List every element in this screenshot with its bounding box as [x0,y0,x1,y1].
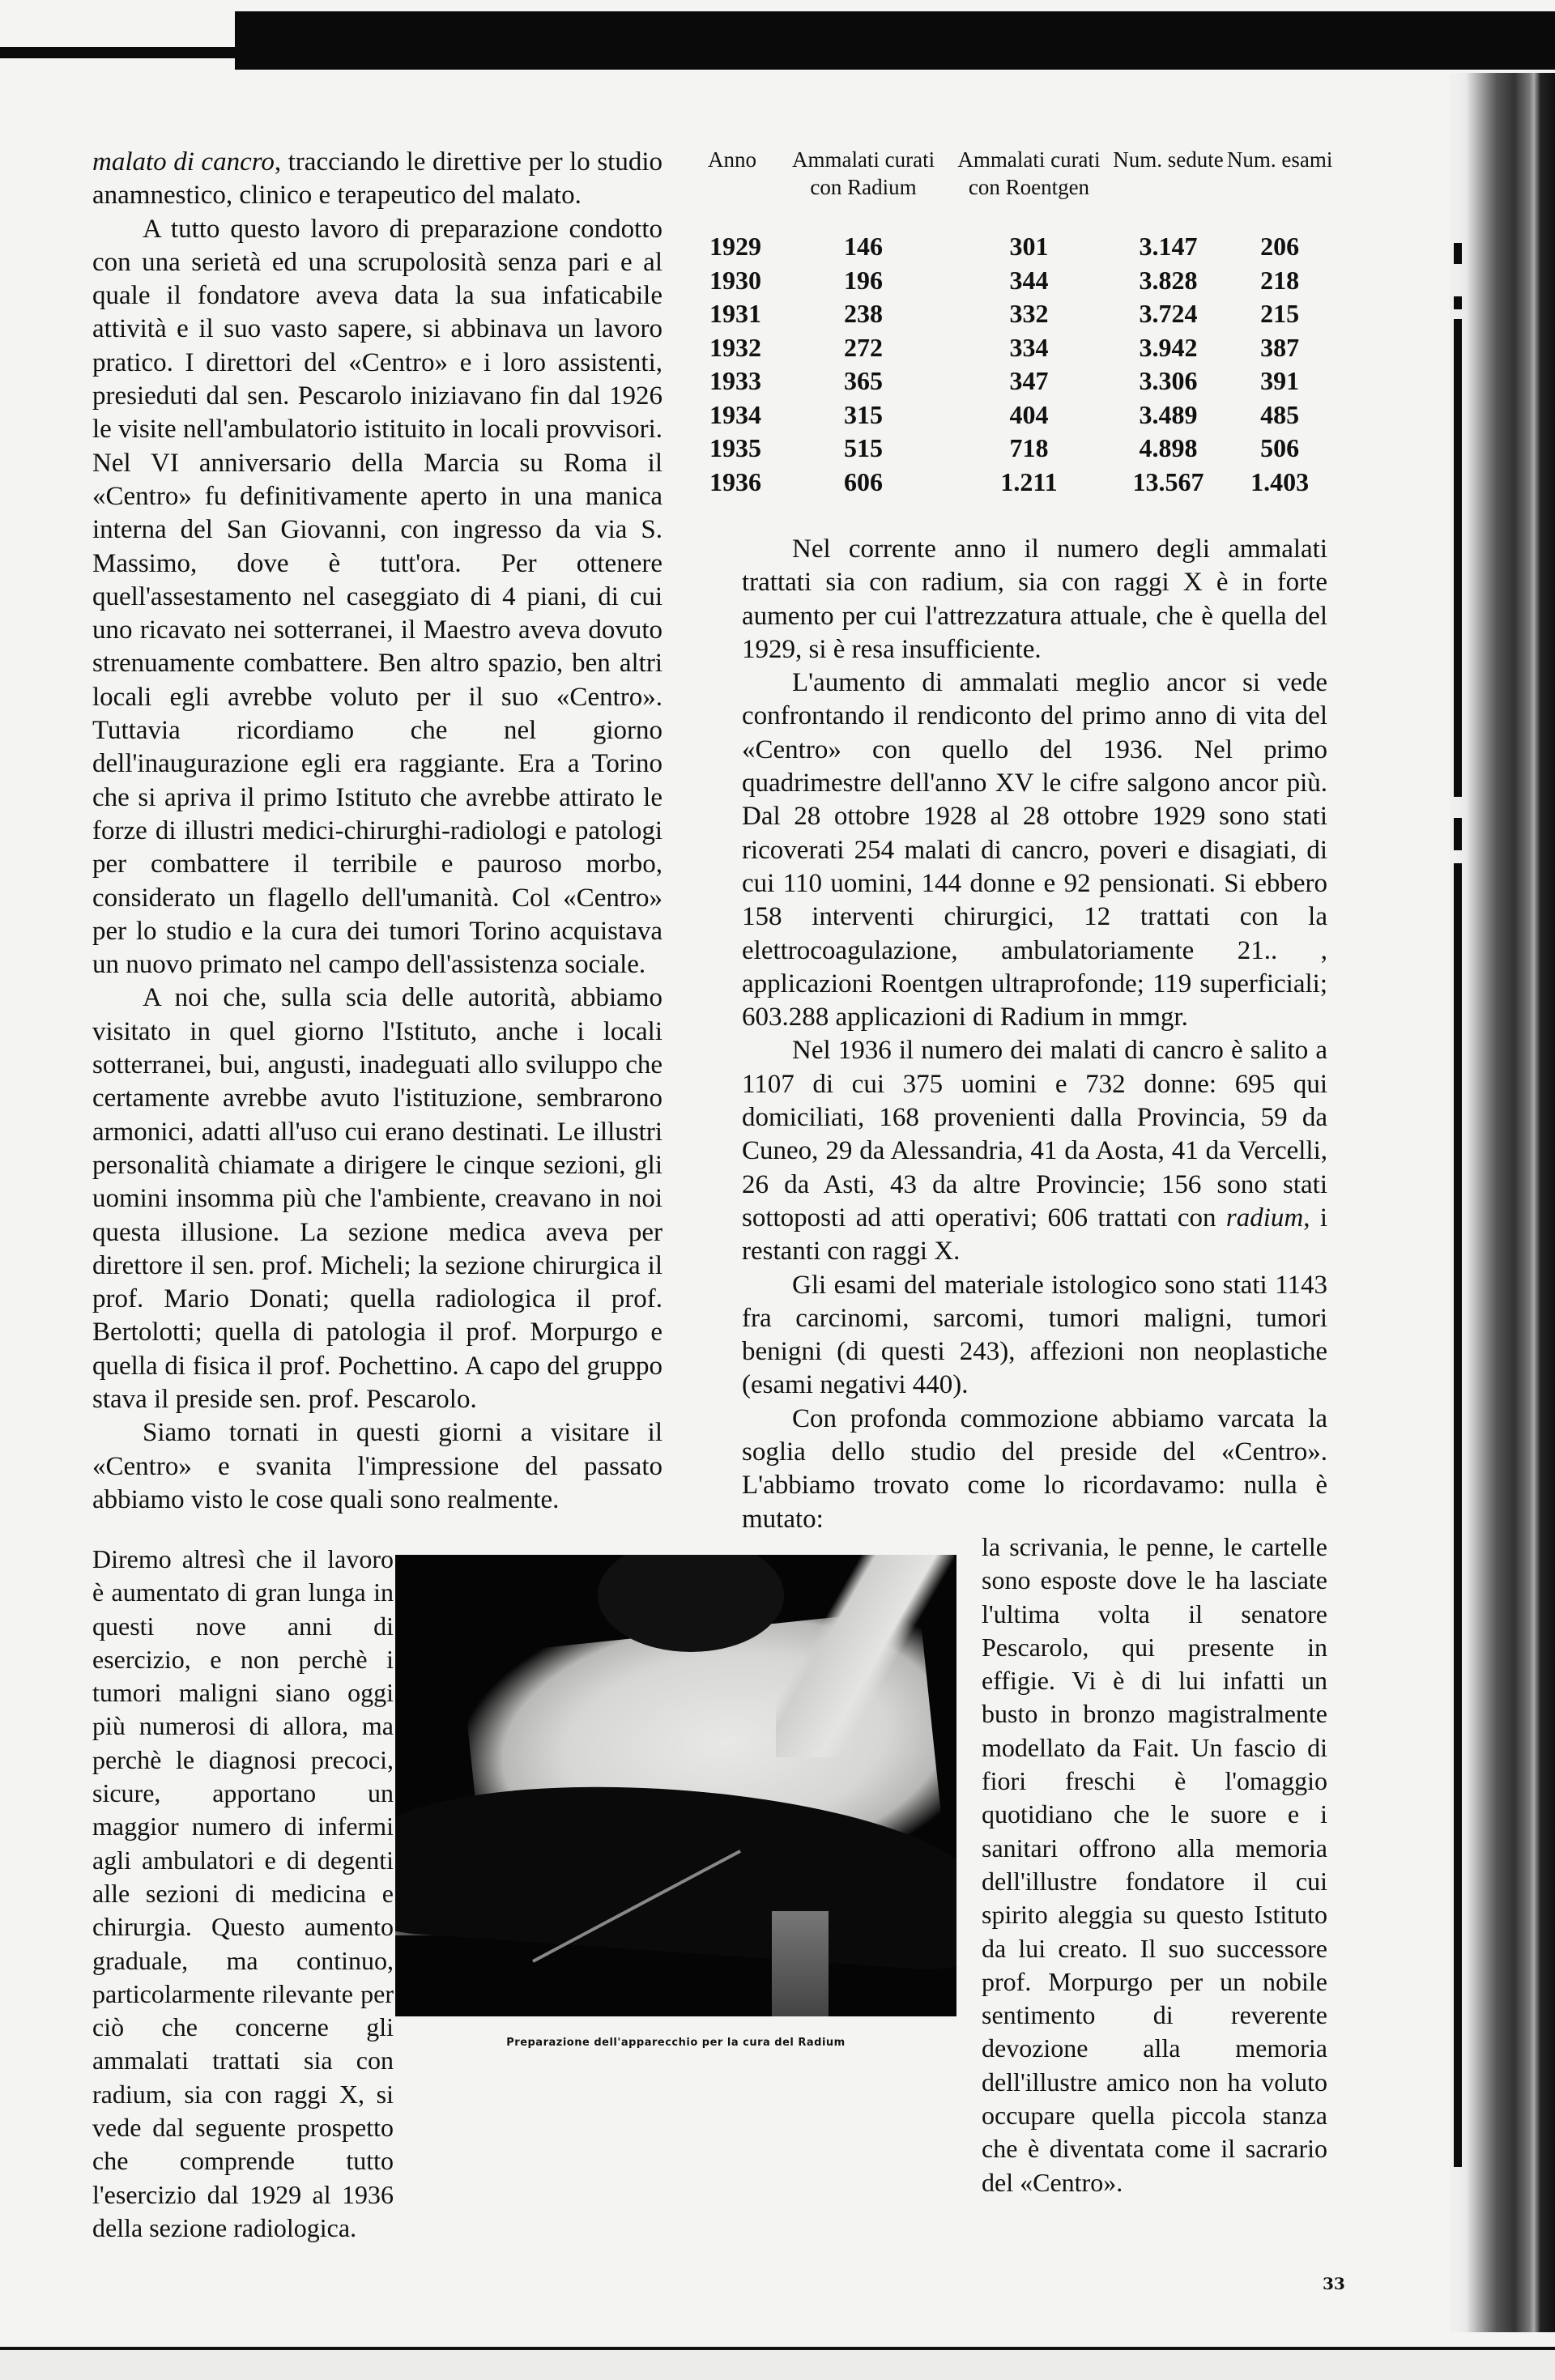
right-narrow-column [982,1531,1327,2199]
header-roentgen: Ammalati curati con Roentgen [957,147,1101,199]
value-cell: 238 [844,299,884,328]
radiology-stats-table [706,146,1335,499]
value-cell: 13.567 [1132,466,1204,496]
header-esami: Num. esami [1226,147,1333,172]
value-cell: 301 [1009,232,1049,261]
paragraph: Gli esami del materiale istologico sono stati 1143 fra carcinomi, sarcomi, tumori maligni, tumori benigni (di questi 243), affezioni non neoplastiche (esami negativi 440). [742,1270,1327,1400]
value-cell: 3.942 [1139,332,1198,362]
paragraph: Nel 1936 il numero dei malati di cancro è salito a 1107 di cui 375 uomini e 732 donne: 695 qui domiciliati, 168 provenienti dalla Provincia, 59 da Cuneo, 29 da Alessandria, 41 da Aosta, 41 da Vercelli, 26 da Asti, 43 da altre Provincie; 156 sono stati sottoposti ad atti operativi; 606 trattati con radium, i restanti con raggi X. [742,1036,1328,1267]
photo-caption: Preparazione dell'apparecchio per la cura del Radium [506,2037,846,2049]
value-cell: 391 [1260,366,1300,395]
left-narrow-column [92,1543,394,2245]
paragraph: malato di cancro, tracciando le direttive per lo studio anamnestico, clinico e terapeutico del malato. [92,147,663,211]
year-cell: 1932 [709,332,761,362]
paragraph: A tutto questo lavoro di preparazione condotto con una serietà ed una scrupolosità senza pari e al quale il fondatore aveva data la sua infaticabile attività e il suo vasto sapere, si abbinava un lavoro pratico. I direttori del «Centro» e i loro assistenti, presieduti dal sen. Pescarolo iniziavano fin dal 1926 le visite nell'ambulatorio istituito in locali provvisori. Nel VI anniversario della Marcia su Roma il «Centro» fu definitivamente aperto in una manica interna del San Giovanni, con ingresso da via S. Massimo, dove è tutt'ora. Per ottenere quell'assestamento nel caseggiato di 4 piani, di cui uno ricavato nei sotterranei, il Maestro aveva dovuto strenuamente combattere. Ben altro spazio, ben altri locali egli avrebbe voluto per il suo «Centro». Tuttavia ricordiamo che nel giorno dell'inaugurazione egli era raggiante. Era a Torino che si apriva il primo Istituto che avrebbe attirato le forze di illustri medici-chirurghi-radiologi e patologi per combattere il terribile e pauroso morbo, considerato un flagello dell'umanità. Col «Centro» per lo studio e la cura dei tumori Torino acquistava un nuovo primato nel campo dell'assistenza sociale. [92,214,662,980]
nurse-veil [776,1555,954,1757]
table-row [706,466,1335,500]
value-cell: 347 [1009,366,1049,395]
table-row [706,230,1335,264]
value-cell: 1.211 [1000,466,1058,496]
year-cell: 1930 [709,265,761,295]
table-row [706,297,1335,331]
value-cell: 146 [844,232,884,261]
edge-mark [1454,296,1462,309]
paragraph: A noi che, sulla scia delle autorità, abbiamo visitato in quel giorno l'Istituto, anche i locali sotterranei, bui, angusti, inadeguati allo sviluppo che certamente avrebbe avuto l'istituzione, sembrarono armonici, adatti all'uso cui erano destinati. Le illustri personalità chiamate a dirigere le cinque sezioni, gli uomini insomma più che l'ambiente, creavano in noi questa illusione. La sezione medica aveva per direttore il sen. prof. Micheli; la sezione chirurgica il prof. Mario Donati; quella radiologica il prof. Bertolotti; quella di patologia il prof. Morpurgo e quella di fisica il prof. Pochettino. A capo del gruppo stava il preside sen. prof. Pescarolo. [92,983,662,1414]
value-cell: 206 [1260,232,1300,261]
paragraph: L'aumento di ammalati meglio ancor si vede confrontando il rendiconto del primo anno di vita del «Centro» con quello del 1936. Nel primo quadrimestre dell'anno XV le cifre salgono ancor più. Dal 28 ottobre 1928 al 28 ottobre 1929 sono stati ricoverati 254 malati di cancro, poveri e disagiati, di cui 110 uomini, 144 donne e 92 pensionati. Si ebbero 158 interventi chirurgici, 12 trattati con la elettrocoagulazione, ambulatoriamente 21.. , applicazioni Roentgen ultraprofonde; 119 superficiali; 603.288 applicazioni di Radium in mmgr. [742,668,1327,1032]
paragraph: Con profonda commozione abbiamo varcata la soglia dello studio del preside del «Centro». L'abbiamo trovato come lo ricordavamo: nulla è mutato: [742,1403,1327,1534]
table-row [706,364,1335,398]
edge-mark [1454,863,1462,2167]
value-cell: 332 [1009,299,1049,328]
value-cell: 506 [1260,433,1300,462]
year-cell: 1933 [709,366,761,395]
paragraph: Diremo altresì che il lavoro è aumentato di gran lunga in questi nove anni di esercizio, e non perchè i tumori maligni siano oggi più numerosi di allora, ma perchè le diagnosi precoci, sicure, apportano un maggior numero di infermi agli ambulatori e di degenti alle sezioni di medicina e chirurgia. Questo aumento graduale, ma continuo, particolarmente rilevante per ciò che concerne gli ammalati trattati sia con radium, sia con raggi X, si vede dal seguente prospetto che comprende tutto l'esercizio dal 1929 al 1936 della sezione radiologica. [92,1544,394,2242]
value-cell: 485 [1260,399,1300,429]
page-number: 33 [1323,2274,1345,2293]
value-cell: 3.147 [1139,232,1198,261]
value-cell: 215 [1260,299,1300,328]
value-cell: 334 [1009,332,1049,362]
table-header-row [706,146,1335,230]
header-anno: Anno [708,147,756,172]
value-cell: 3.828 [1139,265,1198,295]
value-cell: 344 [1009,265,1049,295]
year-cell: 1934 [709,399,761,429]
value-cell: 404 [1009,399,1049,429]
year-cell: 1931 [709,299,761,328]
value-cell: 218 [1260,265,1300,295]
value-cell: 3.724 [1139,299,1198,328]
value-cell: 515 [844,433,884,462]
value-cell: 365 [844,366,884,395]
right-column [742,533,1327,1536]
value-cell: 3.489 [1139,399,1198,429]
header-radium: Ammalati curati con Radium [791,147,935,199]
table-row [706,331,1335,365]
value-cell: 387 [1260,332,1300,362]
book-spine-edge [1450,73,1555,2332]
edge-mark [1454,319,1462,797]
value-cell: 1.403 [1250,466,1310,496]
left-column [92,146,662,1517]
value-cell: 315 [844,399,884,429]
table-row [706,264,1335,298]
value-cell: 196 [844,265,884,295]
year-cell: 1929 [709,232,761,261]
value-cell: 606 [844,466,884,496]
year-cell: 1935 [709,433,761,462]
italic-lead: malato di cancro [92,147,275,177]
table-row [706,398,1335,432]
header-sedute: Num. sedute [1113,147,1224,172]
scan-border-bottom [0,2347,1555,2380]
radium-apparatus-photo [395,1555,956,2016]
scan-border-top-left [0,47,243,58]
table-row [706,432,1335,466]
paragraph: Siamo tornati in questi giorni a visitare il «Centro» e svanita l'impressione del passato abbiamo visto le cose quali sono realmente. [92,1418,662,1514]
value-cell: 4.898 [1139,433,1198,462]
value-cell: 718 [1009,433,1049,462]
value-cell: 272 [844,332,884,362]
edge-mark [1454,243,1462,264]
paragraph: Nel corrente anno il numero degli ammalati trattati sia con radium, sia con raggi X è in forte aumento per cui l'attrezzatura attuale, che è quella del 1929, si è resa insufficiente. [742,534,1327,664]
scan-border-top [235,11,1555,70]
value-cell: 3.306 [1139,366,1198,395]
year-cell: 1936 [709,466,761,496]
edge-mark [1454,818,1462,850]
paragraph: la scrivania, le penne, le cartelle sono esposte dove le ha lasciate l'ultima volta il senatore Pescarolo, qui presente in effigie. Vi è di lui infatti un busto in bronzo magistralmente modellato da Fait. Un fascio di fiori freschi è l'omaggio quotidiano che le suore e i sanitari offrono alla memoria dell'illustre fondatore il cui spirito aleggia su questo Istituto da lui creato. Il suo successore prof. Morpurgo per un nobile sentimento di reverente devozione alla memoria dell'illustre amico non ha voluto occupare quella piccola stanza che è diventata come il sacrario del «Centro». [982,1532,1327,2197]
